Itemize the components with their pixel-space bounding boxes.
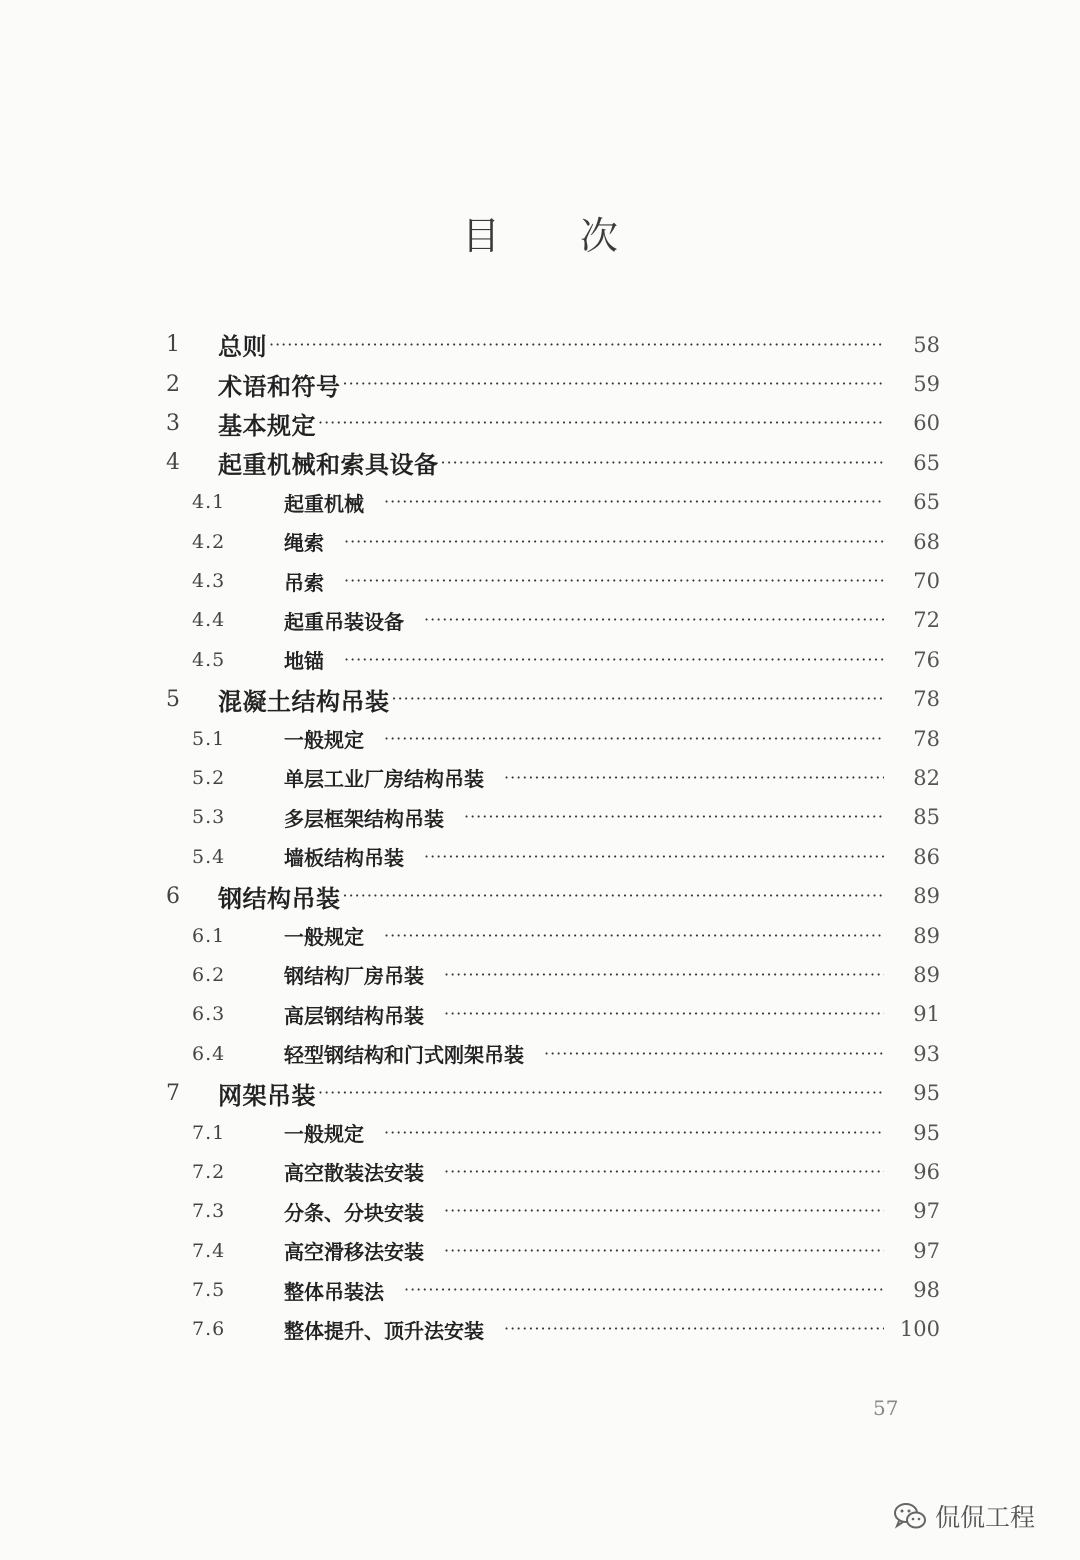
toc-entry-label: 混凝土结构吊装 (218, 686, 390, 716)
toc-entry-section (160, 1310, 940, 1349)
toc-entry-label: 高空散装法安装 (284, 1161, 424, 1186)
toc-entry-number: 4.2 (192, 530, 226, 553)
title-char-1: 目 (461, 214, 500, 258)
toc-entry-page: 95 (913, 1081, 940, 1106)
toc-entry-number: 5.3 (192, 806, 226, 829)
toc-entry-number: 7.2 (192, 1160, 226, 1183)
toc-entry-page: 70 (913, 569, 940, 594)
toc-leader-dots (544, 1046, 884, 1062)
toc-entry-section (160, 1034, 940, 1073)
toc-entry-page: 98 (913, 1278, 940, 1303)
toc-entry-page: 65 (913, 450, 940, 475)
toc-entry-page: 100 (899, 1317, 940, 1342)
toc-entry-page: 91 (913, 1002, 940, 1027)
toc-entry-page: 86 (913, 844, 940, 869)
toc-entry-number: 7 (166, 1080, 180, 1106)
toc-entry-label: 整体提升、顶升法安装 (284, 1318, 484, 1343)
toc-leader-dots (424, 612, 884, 628)
toc-entry-section (160, 1192, 940, 1231)
toc-entry-page: 65 (913, 490, 940, 515)
page-title (0, 205, 1080, 260)
toc-entry-page: 58 (913, 332, 940, 357)
toc-entry-section (160, 837, 940, 876)
toc-entry-section (160, 1231, 940, 1270)
toc-entry-section (160, 955, 940, 994)
toc-entry-label: 起重机械和索具设备 (218, 450, 439, 480)
toc-entry-label: 起重机械 (284, 491, 364, 516)
toc-entry-section (160, 1270, 940, 1309)
toc-leader-dots (344, 652, 884, 668)
toc-leader-dots (384, 731, 884, 747)
toc-entry-page: 78 (913, 726, 940, 751)
toc-leader-dots (384, 494, 884, 510)
toc-entry-number: 5 (166, 686, 180, 712)
toc-leader-dots (444, 1164, 884, 1180)
toc-entry-chapter (160, 876, 940, 915)
toc-entry-section (160, 798, 940, 837)
toc-entry-number: 4 (166, 450, 180, 476)
toc-entry-number: 7.1 (192, 1121, 226, 1144)
toc-entry-page: 89 (913, 884, 940, 909)
toc-entry-chapter (160, 325, 940, 364)
toc-entry-label: 高层钢结构吊装 (284, 1003, 424, 1028)
toc-entry-section (160, 561, 940, 600)
title-char-2: 次 (580, 214, 619, 258)
toc-entry-number: 1 (166, 332, 180, 358)
toc-entry-page: 95 (913, 1120, 940, 1145)
toc-entry-number: 4.4 (192, 609, 226, 632)
toc-entry-number: 6 (166, 883, 180, 909)
toc-leader-dots (384, 928, 884, 944)
toc-entry-number: 6.3 (192, 1003, 226, 1026)
toc-leader-dots (444, 967, 884, 983)
toc-entry-number: 4.3 (192, 570, 226, 593)
toc-entry-section (160, 640, 940, 679)
toc-entry-section (160, 1113, 940, 1152)
toc-entry-number: 5.4 (192, 845, 226, 868)
toc-entry-page: 89 (913, 923, 940, 948)
toc-entry-section (160, 522, 940, 561)
toc-leader-dots (384, 1125, 884, 1141)
toc-entry-section (160, 483, 940, 522)
toc-entry-label: 钢结构吊装 (218, 883, 341, 913)
toc-entry-chapter (160, 364, 940, 403)
toc-entry-section (160, 916, 940, 955)
toc-leader-dots (464, 809, 884, 825)
toc-entry-label: 轻型钢结构和门式刚架吊装 (284, 1043, 524, 1068)
toc-entry-chapter (160, 680, 940, 719)
toc-leader-dots (444, 1243, 884, 1259)
toc-entry-label: 单层工业厂房结构吊装 (284, 767, 484, 792)
toc-entry-number: 5.2 (192, 766, 226, 789)
toc-entry-label: 地锚 (284, 649, 324, 674)
toc-leader-dots (444, 1203, 884, 1219)
toc-entry-section (160, 758, 940, 797)
table-of-contents (160, 325, 940, 1349)
toc-leader-dots (269, 337, 884, 353)
toc-entry-number: 7.6 (192, 1318, 226, 1341)
toc-entry-page: 68 (913, 529, 940, 554)
toc-entry-label: 墙板结构吊装 (284, 846, 404, 871)
toc-entry-label: 多层框架结构吊装 (284, 806, 444, 831)
toc-entry-number: 6.1 (192, 924, 226, 947)
toc-entry-number: 7.5 (192, 1279, 226, 1302)
toc-entry-page: 89 (913, 962, 940, 987)
toc-entry-section (160, 719, 940, 758)
toc-entry-page: 97 (913, 1238, 940, 1263)
toc-entry-number: 4.5 (192, 648, 226, 671)
toc-leader-dots (504, 770, 884, 786)
toc-entry-label: 一般规定 (284, 925, 364, 950)
toc-entry-page: 72 (913, 608, 940, 633)
toc-entry-label: 整体吊装法 (284, 1279, 384, 1304)
toc-leader-dots (424, 849, 884, 865)
wechat-icon (893, 1501, 927, 1531)
toc-entry-page: 93 (913, 1041, 940, 1066)
toc-leader-dots (318, 1085, 884, 1101)
toc-entry-label: 分条、分块安装 (284, 1200, 424, 1225)
toc-leader-dots (344, 534, 884, 550)
toc-leader-dots (392, 691, 885, 707)
toc-entry-label: 术语和符号 (218, 371, 341, 401)
toc-leader-dots (441, 455, 885, 471)
toc-entry-label: 绳索 (284, 531, 324, 556)
toc-leader-dots (404, 1282, 884, 1298)
toc-entry-page: 96 (913, 1159, 940, 1184)
watermark-text: 侃侃工程 (935, 1503, 1036, 1532)
toc-leader-dots (343, 376, 885, 392)
toc-entry-label: 总则 (218, 332, 267, 362)
toc-leader-dots (344, 573, 884, 589)
toc-entry-number: 6.2 (192, 963, 226, 986)
toc-leader-dots (444, 1006, 884, 1022)
toc-entry-label: 吊索 (284, 570, 324, 595)
page-number: 57 (873, 1396, 899, 1420)
toc-leader-dots (504, 1321, 884, 1337)
toc-entry-number: 4.1 (192, 491, 226, 514)
watermark (893, 1498, 1035, 1534)
toc-entry-number: 6.4 (192, 1042, 226, 1065)
toc-entry-page: 78 (913, 687, 940, 712)
toc-leader-dots (343, 888, 885, 904)
toc-entry-page: 76 (913, 647, 940, 672)
toc-entry-chapter (160, 404, 940, 443)
toc-entry-label: 高空滑移法安装 (284, 1240, 424, 1265)
toc-entry-label: 起重吊装设备 (284, 609, 404, 634)
toc-entry-section (160, 601, 940, 640)
toc-entry-page: 85 (913, 805, 940, 830)
toc-entry-chapter (160, 1073, 940, 1112)
toc-entry-page: 60 (913, 411, 940, 436)
toc-entry-page: 82 (913, 765, 940, 790)
toc-entry-number: 2 (166, 371, 180, 397)
toc-entry-number: 7.4 (192, 1239, 226, 1262)
toc-entry-section (160, 1152, 940, 1191)
toc-entry-page: 97 (913, 1199, 940, 1224)
toc-entry-label: 一般规定 (284, 1122, 364, 1146)
toc-entry-section (160, 995, 940, 1034)
toc-entry-number: 5.1 (192, 727, 226, 750)
toc-entry-chapter (160, 443, 940, 482)
toc-leader-dots (318, 415, 884, 431)
toc-entry-page: 59 (913, 372, 940, 397)
toc-entry-number: 3 (166, 410, 180, 436)
toc-entry-label: 网架吊装 (218, 1080, 316, 1110)
toc-entry-number: 7.3 (192, 1200, 226, 1223)
toc-entry-label: 基本规定 (218, 410, 316, 440)
toc-entry-label: 钢结构厂房吊装 (284, 964, 424, 989)
toc-entry-label: 一般规定 (284, 728, 364, 753)
